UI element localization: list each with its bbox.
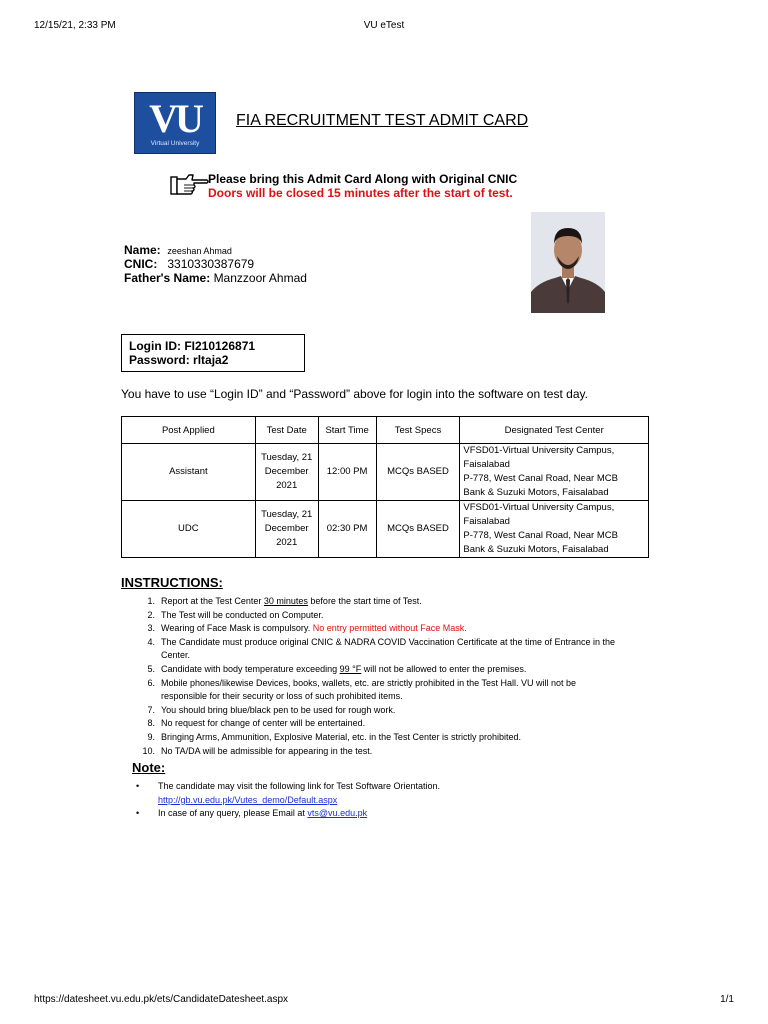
temperature-limit: 99 °F: [339, 663, 362, 674]
post-applied: Assistant: [122, 444, 256, 501]
list-item: • The candidate may visit the following link for Test Software Orientation. http://gb.vu.edu.pk/Vutes_demo/Default.aspx: [136, 781, 440, 805]
post-applied: UDC: [122, 501, 256, 558]
vu-logo: [134, 92, 216, 154]
notice-doors-closed: Doors will be closed 15 minutes after the start of test.: [208, 186, 513, 200]
cnic-label: CNIC:: [124, 257, 158, 271]
test-center-line: Faisalabad: [463, 516, 510, 527]
test-specs: MCQs BASED: [376, 444, 460, 501]
test-date-month: December: [264, 466, 309, 477]
note-heading: Note:: [132, 760, 166, 775]
admit-card-title: FIA RECRUITMENT TEST ADMIT CARD: [236, 112, 529, 129]
list-item: 7. You should bring blue/black pen to be used for rough work.: [147, 704, 396, 715]
report-time-emphasis: 30 minutes: [263, 596, 308, 606]
list-item: 8. No request for change of center will be entertained.: [147, 718, 366, 729]
test-center-line: VFSD01-Virtual University Campus,: [463, 502, 615, 513]
test-center-line: P-778, West Canal Road, Near MCB: [463, 530, 618, 541]
note-list: [136, 780, 440, 821]
instructions-heading: INSTRUCTIONS:: [121, 575, 223, 590]
table-header-row: [122, 417, 649, 444]
list-item: 3. Wearing of Face Mask is compulsory. No entry permitted without Face Mask.: [147, 623, 467, 634]
test-date-day: Tuesday, 21: [261, 452, 313, 463]
list-item: 4. The Candidate must produce original CNIC & NADRA COVID Vaccination Certificate at the time of Entrance in the Center.: [147, 636, 616, 661]
test-center-line: Bank & Suzuki Motors, Faisalabad: [463, 544, 609, 555]
father-name-label: Father's Name:: [124, 271, 211, 285]
test-date: [255, 501, 318, 558]
candidate-name-row: [124, 243, 232, 257]
col-test-specs: Test Specs: [376, 417, 460, 444]
col-post-applied: Post Applied: [122, 417, 256, 444]
father-name-row: [124, 271, 307, 285]
col-test-date: Test Date: [255, 417, 318, 444]
login-credentials-box: [121, 334, 305, 372]
test-center: [460, 444, 649, 501]
test-date: [255, 444, 318, 501]
login-password: Password: rltaja2: [129, 353, 229, 367]
candidate-name: zeeshan Ahmad: [167, 246, 232, 256]
logo-letters: VU: [149, 95, 201, 141]
orientation-link[interactable]: http://gb.vu.edu.pk/Vutes_demo/Default.aspx: [158, 794, 338, 805]
test-center-line: Faisalabad: [463, 459, 510, 470]
list-item: 5. Candidate with body temperature exceeding 99 °F will not be allowed to enter the premises.: [147, 663, 527, 674]
table-row: [122, 444, 649, 501]
test-date-year: 2021: [276, 480, 298, 491]
test-center: [460, 501, 649, 558]
test-center-line: VFSD01-Virtual University Campus,: [463, 445, 615, 456]
test-center-line: P-778, West Canal Road, Near MCB: [463, 473, 618, 484]
logo-subtitle: Virtual University: [150, 139, 200, 147]
face-mask-warning: No entry permitted without Face Mask.: [312, 623, 467, 634]
notice-bring-admit-card: Please bring this Admit Card Along with Original CNIC: [208, 172, 518, 186]
candidate-cnic: 3310330387679: [167, 257, 255, 271]
test-date-year: 2021: [276, 537, 298, 548]
print-datetime: 12/15/21, 2:33 PM: [34, 20, 116, 31]
col-test-center: Designated Test Center: [460, 417, 649, 444]
test-date-day: Tuesday, 21: [261, 509, 313, 520]
start-time: 02:30 PM: [318, 501, 376, 558]
print-page-number: 1/1: [720, 994, 734, 1005]
test-date-month: December: [264, 523, 309, 534]
test-schedule-table: [121, 416, 649, 558]
candidate-cnic-row: [124, 257, 254, 271]
pointing-hand-icon: [170, 172, 210, 198]
instructions-list: [124, 595, 664, 758]
list-item: 2. The Test will be conducted on Computer.: [147, 609, 324, 620]
table-row: [122, 501, 649, 558]
start-time: 12:00 PM: [318, 444, 376, 501]
list-item: 10. No TA/DA will be admissible for appearing in the test.: [142, 745, 373, 756]
login-usage-note: You have to use “Login ID” and “Password” above for login into the software on test day.: [121, 387, 588, 401]
name-label: Name:: [124, 243, 161, 257]
list-item: 9. Bringing Arms, Ammunition, Explosive Material, etc. in the Test Center is strictly prohibited.: [147, 731, 521, 742]
print-page-title: VU eTest: [363, 20, 405, 31]
print-url: https://datesheet.vu.edu.pk/ets/CandidateDatesheet.aspx: [34, 994, 289, 1005]
father-name: Manzzoor Ahmad: [213, 271, 307, 285]
col-start-time: Start Time: [318, 417, 376, 444]
list-item: 1. Report at the Test Center 30 minutes before the start time of Test.: [147, 596, 422, 606]
test-specs: MCQs BASED: [376, 501, 460, 558]
candidate-photo: [531, 212, 605, 313]
test-center-line: Bank & Suzuki Motors, Faisalabad: [463, 487, 609, 498]
list-item: 6. Mobile phones/likewise Devices, books, wallets, etc. are strictly prohibited in the Test Hall. VU will not be responsible for their security or loss of such prohibited items.: [147, 677, 577, 702]
login-id: Login ID: FI210126871: [129, 339, 256, 353]
list-item: • In case of any query, please Email at vts@vu.edu.pk: [136, 808, 368, 819]
support-email-link[interactable]: vts@vu.edu.pk: [307, 808, 368, 819]
